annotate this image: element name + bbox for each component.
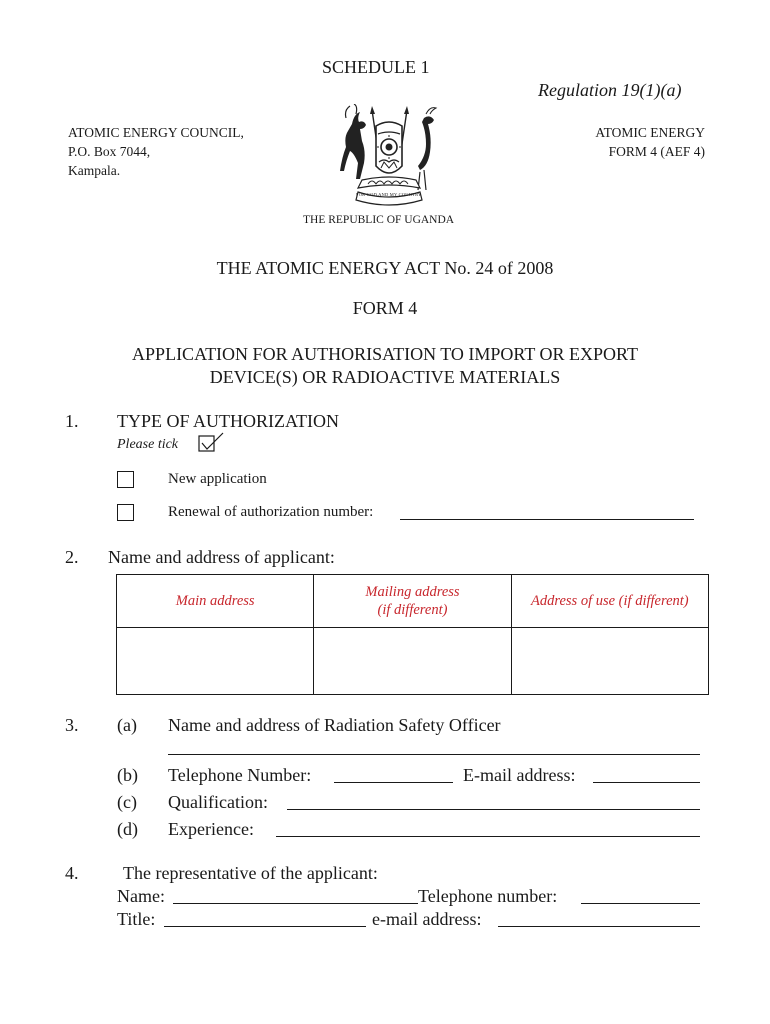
- item-c-letter: (c): [117, 792, 137, 812]
- tick-instruction: Please tick: [117, 437, 179, 452]
- mailing-address-header: Mailing address (if different): [314, 575, 511, 628]
- section-2-title: Name and address of applicant:: [108, 547, 335, 567]
- qualification-label: Qualification:: [168, 792, 268, 812]
- address-of-use-cell[interactable]: [511, 628, 708, 695]
- main-address-header: Main address: [117, 575, 314, 628]
- rep-email-field[interactable]: [498, 926, 700, 927]
- form-id-line: ATOMIC ENERGY: [595, 125, 705, 140]
- address-line: P.O. Box 7044,: [68, 144, 151, 159]
- renewal-checkbox[interactable]: [117, 504, 134, 521]
- rep-name-label: Name:: [117, 886, 165, 906]
- email-label: E-mail address:: [463, 765, 576, 785]
- form-number: FORM 4: [352, 298, 418, 318]
- new-application-checkbox[interactable]: [117, 471, 134, 488]
- item-b-letter: (b): [117, 765, 138, 785]
- address-of-use-header: Address of use (if different): [511, 575, 708, 628]
- address-line: Kampala.: [68, 163, 121, 178]
- item-d-letter: (d): [117, 819, 138, 839]
- qualification-field[interactable]: [287, 809, 700, 810]
- section-2-number: 2.: [65, 547, 79, 567]
- form-id-line: FORM 4 (AEF 4): [608, 144, 705, 159]
- regulation-reference: Regulation 19(1)(a): [538, 80, 682, 100]
- email-field[interactable]: [593, 782, 700, 783]
- tick-example-icon: [197, 431, 225, 455]
- rso-name-field[interactable]: [168, 754, 700, 755]
- rep-name-field[interactable]: [173, 903, 418, 904]
- form-identifier: [595, 123, 705, 161]
- renewal-number-field[interactable]: [400, 519, 694, 520]
- republic-label: THE REPUBLIC OF UGANDA: [303, 214, 455, 226]
- address-line: ATOMIC ENERGY COUNCIL,: [68, 125, 244, 140]
- coat-of-arms-motto: FOR GOD AND MY COUNTRY: [356, 192, 422, 197]
- section-1-number: 1.: [65, 411, 79, 431]
- council-address: [68, 123, 244, 180]
- mailing-address-cell[interactable]: [314, 628, 511, 695]
- section-3-number: 3.: [65, 715, 79, 735]
- schedule-title: SCHEDULE 1: [322, 57, 430, 77]
- item-a-letter: (a): [117, 715, 137, 735]
- application-title-line-1: APPLICATION FOR AUTHORISATION TO IMPORT OR EXPORT: [132, 344, 638, 364]
- new-application-label: New application: [168, 471, 267, 487]
- experience-label: Experience:: [168, 819, 254, 839]
- rep-email-label: e-mail address:: [372, 909, 482, 929]
- rep-telephone-field[interactable]: [581, 903, 700, 904]
- experience-field[interactable]: [276, 836, 700, 837]
- rep-telephone-label: Telephone number:: [418, 886, 558, 906]
- section-4-number: 4.: [65, 863, 79, 883]
- rso-name-label: Name and address of Radiation Safety Officer: [168, 715, 501, 735]
- section-1-title: TYPE OF AUTHORIZATION: [117, 411, 339, 431]
- application-title-line-2: DEVICE(S) OR RADIOACTIVE MATERIALS: [209, 367, 561, 387]
- telephone-label: Telephone Number:: [168, 765, 312, 785]
- renewal-label: Renewal of authorization number:: [168, 504, 374, 520]
- representative-title: The representative of the applicant:: [123, 863, 378, 883]
- applicant-address-table: [116, 574, 709, 695]
- rep-title-field[interactable]: [164, 926, 366, 927]
- telephone-field[interactable]: [334, 782, 453, 783]
- act-title: THE ATOMIC ENERGY ACT No. 24 of 2008: [216, 258, 554, 278]
- main-address-cell[interactable]: [117, 628, 314, 695]
- rep-title-label: Title:: [117, 909, 156, 929]
